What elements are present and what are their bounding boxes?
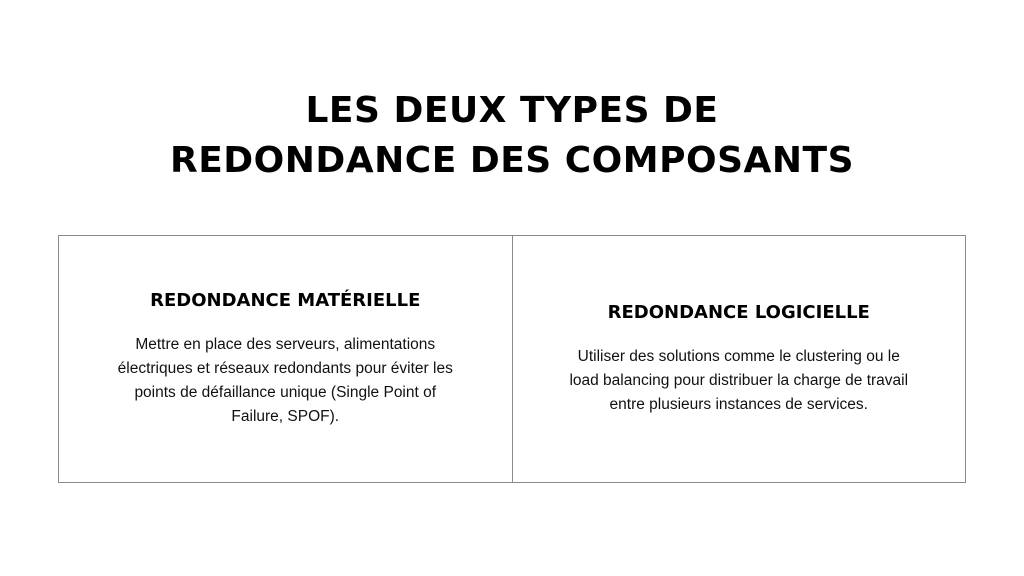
card-title: REDONDANCE MATÉRIELLE (150, 290, 421, 311)
card-software-redundancy (512, 236, 966, 482)
card-title: REDONDANCE LOGICIELLE (607, 302, 870, 323)
page-title-line-2: REDONDANCE DES COMPOSANTS (169, 140, 855, 181)
page-title (0, 86, 1024, 186)
comparison-panel (58, 235, 966, 483)
card-hardware-redundancy (59, 236, 512, 482)
card-description: Utiliser des solutions comme le clustering ou le load balancing pour distribuer la charge de travail entre plusieurs instances de services. (569, 348, 909, 413)
page-title-line-1: LES DEUX TYPES DE (305, 90, 719, 131)
card-description: Mettre en place des serveurs, alimentations électriques et réseaux redondants pour éviter les points de défaillance unique (Single Point of Failure, SPOF). (117, 336, 453, 425)
